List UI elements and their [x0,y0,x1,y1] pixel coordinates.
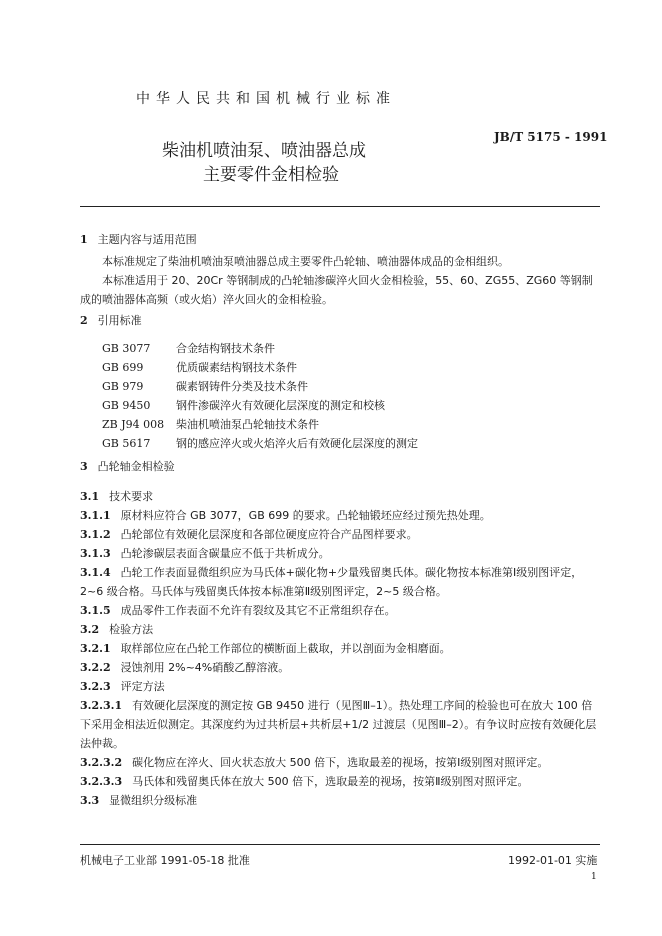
reference-item [80,358,600,377]
reference-item [80,396,600,415]
reference-item [80,377,600,396]
clause-number: 3.1 [80,490,100,503]
clause [80,772,600,791]
clause [80,506,600,525]
clause-text: 取样部位应在凸轮工作部位的横断面上截取，并以剖面为金相磨面。 [120,642,451,655]
document-title-line2: 主要零件金相检验 [203,165,339,185]
standard-code: JB/T 5175 - 1991 [494,130,608,144]
clause-number: 3.3 [80,794,100,807]
section-title: 凸轮轴金相检验 [97,460,175,473]
clause-number: 3.2.3.2 [80,756,123,769]
reference-title: 柴油机喷油泵凸轮轴技术条件 [176,418,319,431]
clause-number: 3.1.1 [80,509,111,522]
clause-text: 原材料应符合 GB 3077，GB 699 的要求。凸轮轴锻坯应经过预先热处理。 [120,509,491,522]
reference-code: GB 3077 [102,342,151,355]
clause-number: 3.1.5 [80,604,111,617]
paragraph: 本标准规定了柴油机喷油泵喷油器总成主要零件凸轮轴、喷油器体成品的金相组织。 [102,255,509,268]
clause-text: 马氏体和残留奥氏体在放大 500 倍下，选取最差的视场，按第Ⅱ级别图对照评定。 [132,775,529,788]
clause-number: 3.1.2 [80,528,111,541]
clause-text: 有效硬化层深度的测定按 GB 9450 进行（见图Ⅲ–1）。热处理工序间的检验也可在放大 100 倍下采用金相法近似测定。其深度约为过共析层+共析层+1/2 过渡层（见图Ⅲ–2）。有争议时应按有效硬化层法仲裁。 [80,699,597,750]
reference-item [80,339,600,358]
clause [80,601,600,620]
clause-text: 凸轮工作表面显微组织应为马氏体+碳化物+少量残留奥氏体。碳化物按本标准第Ⅰ级别图评定，2~6 级合格。马氏体与残留奥氏体按本标准第Ⅱ级别图评定，2~5 级合格。 [80,566,583,598]
reference-code: GB 9450 [102,399,151,412]
clause [80,677,600,696]
clause [80,563,600,601]
reference-item [80,434,600,453]
section-number: 3 [80,460,88,473]
page-number: 1 [591,872,597,882]
clause [80,525,600,544]
header-divider [80,206,600,207]
organization-heading: 中华人民共和国机械行业标准 [136,91,396,107]
clause-number: 3.2.3 [80,680,111,693]
reference-code: GB 979 [102,380,144,393]
clause-number: 3.2.1 [80,642,111,655]
clause-text: 检验方法 [109,623,154,636]
document-body [80,228,600,810]
clause [80,696,600,753]
section-number: 1 [80,233,88,246]
effective-date: 1992-01-01 实施 [508,854,598,867]
clause-text: 浸蚀剂用 2%~4%硝酸乙醇溶液。 [120,661,290,674]
reference-title: 合金结构钢技术条件 [176,342,275,355]
clause-number: 3.2.3.1 [80,699,123,712]
clause-text: 技术要求 [109,490,154,503]
reference-code: GB 5617 [102,437,151,450]
footer-divider [80,844,600,845]
reference-title: 钢件渗碳淬火有效硬化层深度的测定和校核 [176,399,385,412]
section-title: 主题内容与适用范围 [97,233,197,246]
clause-text: 评定方法 [120,680,165,693]
clause [80,753,600,772]
reference-title: 优质碳素结构钢技术条件 [176,361,297,374]
clause [80,791,600,810]
section-3-heading [80,455,600,479]
section-title: 引用标准 [97,314,142,327]
clause-text: 凸轮部位有效硬化层深度和各部位硬度应符合产品图样要求。 [120,528,418,541]
clause [80,639,600,658]
clause-number: 3.2 [80,623,100,636]
clause [80,544,600,563]
document-title-line1: 柴油机喷油泵、喷油器总成 [162,141,366,161]
approval-info: 机械电子工业部 1991-05-18 批准 [80,854,250,867]
reference-title: 碳素钢铸件分类及技术条件 [176,380,308,393]
clause-number: 3.2.2 [80,661,111,674]
clause-number: 3.2.3.3 [80,775,123,788]
clause [80,487,600,506]
clause-text: 成品零件工作表面不允许有裂纹及其它不正常组织存在。 [120,604,396,617]
paragraph: 本标准适用于 20、20Cr 等钢制成的凸轮轴渗碳淬火回火金相检验，55、60、ZG55、ZG60 等钢制成的喷油器体高频（或火焰）淬火回火的金相检验。 [80,274,593,306]
clause-text: 碳化物应在淬火、回火状态放大 500 倍下，选取最差的视场，按第Ⅰ级别图对照评定。 [132,756,549,769]
section-1-heading [80,228,600,252]
reference-item [80,415,600,434]
clause [80,620,600,639]
reference-code: ZB J94 008 [102,418,165,431]
clause-text: 显微组织分级标准 [109,794,198,807]
clause-number: 3.1.3 [80,547,111,560]
section-number: 2 [80,314,88,327]
reference-code: GB 699 [102,361,144,374]
section-2-heading [80,309,600,333]
clause-text: 凸轮渗碳层表面含碳量应不低于共析成分。 [120,547,330,560]
clause-number: 3.1.4 [80,566,111,579]
reference-title: 钢的感应淬火或火焰淬火后有效硬化层深度的测定 [176,437,418,450]
clause [80,658,600,677]
